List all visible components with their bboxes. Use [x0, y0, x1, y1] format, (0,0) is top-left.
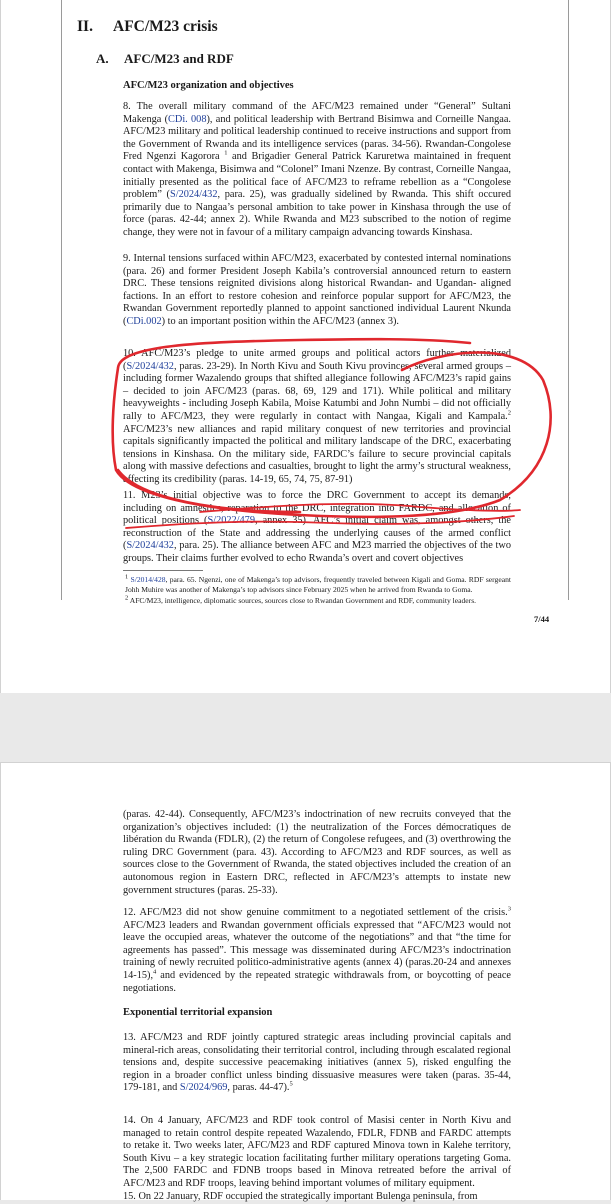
- document-link[interactable]: CDi.002: [126, 315, 162, 327]
- footnote-ref[interactable]: 3: [507, 905, 511, 913]
- footnote-1: $^1$ S/2014/428, para. 65. Ngenzi, one of Makenga’s top advisors, frequently traveled between Kigali and Goma. RDF sergeant Johh Muhire was another of Makenga’s top advisors since February 2025 when he arrived from Rwanda to Goma.: [125, 573, 511, 594]
- subheading: Exponential territorial expansion: [123, 1007, 273, 1018]
- page-margin-line: [568, 0, 569, 600]
- footnote-ref[interactable]: 5: [289, 1080, 293, 1088]
- paragraph-15: 15. On 22 January, RDF occupied the strategically important Bulenga peninsula, from: [123, 1191, 478, 1202]
- paragraph-continued: (paras. 42-44). Consequently, AFC/M23’s indoctrination of new recruits conveyed that the organization’s objectives included: (1) the neutralization of the Forces démocratiques de libération du Rwanda (FDLR), (2) the return of Congolese refugees, and (3) overthrowing the ruling DRC Government (para. 43). According to AFC/M23 and RDF sources, as well as sources close to the Government of Rwanda, the stated objectives included the creation of an autonomous region in Eastern DRC, reflected in AFC/M23’s attempts to instate new government structures (paras. 25-33).: [123, 809, 511, 896]
- document-link[interactable]: S/2024/969: [179, 1082, 228, 1094]
- document-link[interactable]: S/2024/432: [169, 189, 218, 201]
- section-heading: II. AFC/M23 crisis: [77, 18, 218, 35]
- paragraph-10: 10. AFC/M23’s pledge to unite armed groups and political actors further materialized (S/2024/432, paras. 23-29). In North Kivu and South Kivu provinces, several armed groups – including former Wazalendo groups that shifted allegiance following AFC/M23’s rapid gains – decided to join AFC/M23 (paras. 68, 69, 129 and 171). While political and military heavyweights - including Joseph Kabila, Moise Katumbi and John Numbi – did not officially rally to AFC/M23, they were regularly in contact with Nangaa, Kigali and Kampala.$^2$ AFC/M23’s new alliances and rapid military conquest of new territories and provincial capitals significantly impacted the political and military landscape of the DRC, exacerbating tensions in Kinshasa. On the military side, FARDC’s failure to secure provincial capitals along with massive defections and casualties, brought to light the army’s structural weakness, affecting its credibility (paras. 14-19, 65, 74, 75, 87-91): [123, 348, 511, 485]
- document-link[interactable]: S/2024/432: [126, 360, 174, 372]
- page-number: 7/44: [534, 614, 550, 624]
- subheading: AFC/M23 organization and objectives: [123, 80, 294, 91]
- footnote-ref[interactable]: 4: [153, 968, 157, 976]
- footnote-2: $^2$ AFC/M23, intelligence, diplomatic sources, sources close to Rwandan Government and RDF, community leaders.: [125, 594, 477, 605]
- document-link[interactable]: S/2024/432: [126, 540, 174, 552]
- footnote-ref[interactable]: 2: [507, 409, 511, 417]
- document-link[interactable]: CDi. 008: [168, 113, 207, 125]
- footnote-rule: [123, 570, 203, 571]
- document-link[interactable]: S/2022/479: [207, 515, 255, 527]
- paragraph-11: 11. M23’s initial objective was to force the DRC Government to accept its demands, including on amnesties, reparation to the DRC, integration into FARDC, and allocation of political positions (S/2022/479, annex 35). AFC’s initial claim was, amongst others, the reconstruction of the State and addressing the underlying causes of the armed conflict (S/2024/432, para. 25). The alliance between AFC and M23 married the objectives of the two groups. Their claims further evolved to echo Rwanda’s overt and covert objectives: [123, 490, 511, 564]
- paragraph-8: 8. The overall military command of the AFC/M23 remained under “General” Sultani Makenga (CDi. 008), and political leadership with Bertrand Bisimwa and Corneille Nangaa. AFC/M23 military and political leadership continued to receive instructions and support from the Government of Rwanda and its intelligence services (paras. 34-56). Rwandan-Congolese Fred Ngenzi Kagorora $^1$ and Brigadier General Patrick Karuretwa maintained in frequent contact with Makenga, Bisimwa and “Colonel” Imani Nzenze. By contrast, Corneille Nangaa, initially presented as the political face of AFC/M23 to reframe rebellion as a “Congolese problem” (S/2024/432, para. 25), was gradually sidelined by Rwanda. This shift occured primarily due to Nangaa’s personal ambition to take power in Kinshasa through the use of force (paras. 42-44; annex 2). While Rwanda and M23 subscribed to the notion of regime change, they were not in favour of a military campaign advancing towards Kinshasa.: [123, 101, 512, 238]
- page-margin-line: [61, 0, 62, 600]
- subsection-heading: A. AFC/M23 and RDF: [96, 51, 234, 66]
- paragraph-12: 12. AFC/M23 did not show genuine commitment to a negotiated settlement of the crisis.$^3$ AFC/M23 leaders and Rwandan government officials expressed that “AFC/M23 would not leave the occupied areas, whatever the outcome of the negotiations” and that “the time for agreements has passed”. This message was disseminated during AFC/M23’s indoctrination training of newly recruited politico-administrative agents (annex 4) (paras.20-24 and annexes 14-15),$^4$ and evidenced by the repeated strategic withdrawals from, or boycotting of peace negotiations.: [123, 905, 511, 994]
- paragraph-14: 14. On 4 January, AFC/M23 and RDF took control of Masisi center in North Kivu and managed to retain control despite repeated Wazalendo, FDLR, FDNB and FARDC attempts to retake it. Two weeks later, AFC/M23 and RDF captured Minova town in Kalehe territory, South Kivu – a key strategic location facilitating further military operations targeting Goma. The 2,500 FARDC and FDNB troops based in Minova retreated before the arrival of AFC/M23 and RDF troops, leaving behind important volumes of military equipment.: [123, 1115, 511, 1189]
- document-page-2: [0, 762, 611, 1200]
- paragraph-13: 13. AFC/M23 and RDF jointly captured strategic areas including provincial capitals and mineral-rich areas, consolidating their territorial control, including through escalated regional tensions and, despite successive peacemaking initiatives (annex 5), risked engulfing the region in a broader conflict unless binding dissuasive measures were taken (paras. 35-44, 179-181, and S/2024/969, paras. 44-47).$^5$: [123, 1032, 511, 1094]
- paragraph-9: 9. Internal tensions surfaced within AFC/M23, exacerbated by contested internal nominations (para. 26) and former President Joseph Kabila’s controversial announced return to eastern DRC. These tensions reignited divisions along historical Rwandan- and Ugandan- aligned factions. In an effort to restore cohesion and reinforce popular support for AFC/M23, the Rwandan Government reportedly planned to appoint sanctioned individual Laurent Nkunda (CDi.002) to an important position within the AFC/M23 (annex 3).: [123, 253, 511, 327]
- footnote-ref[interactable]: 1: [224, 149, 228, 157]
- document-link[interactable]: S/2014/428: [130, 575, 166, 584]
